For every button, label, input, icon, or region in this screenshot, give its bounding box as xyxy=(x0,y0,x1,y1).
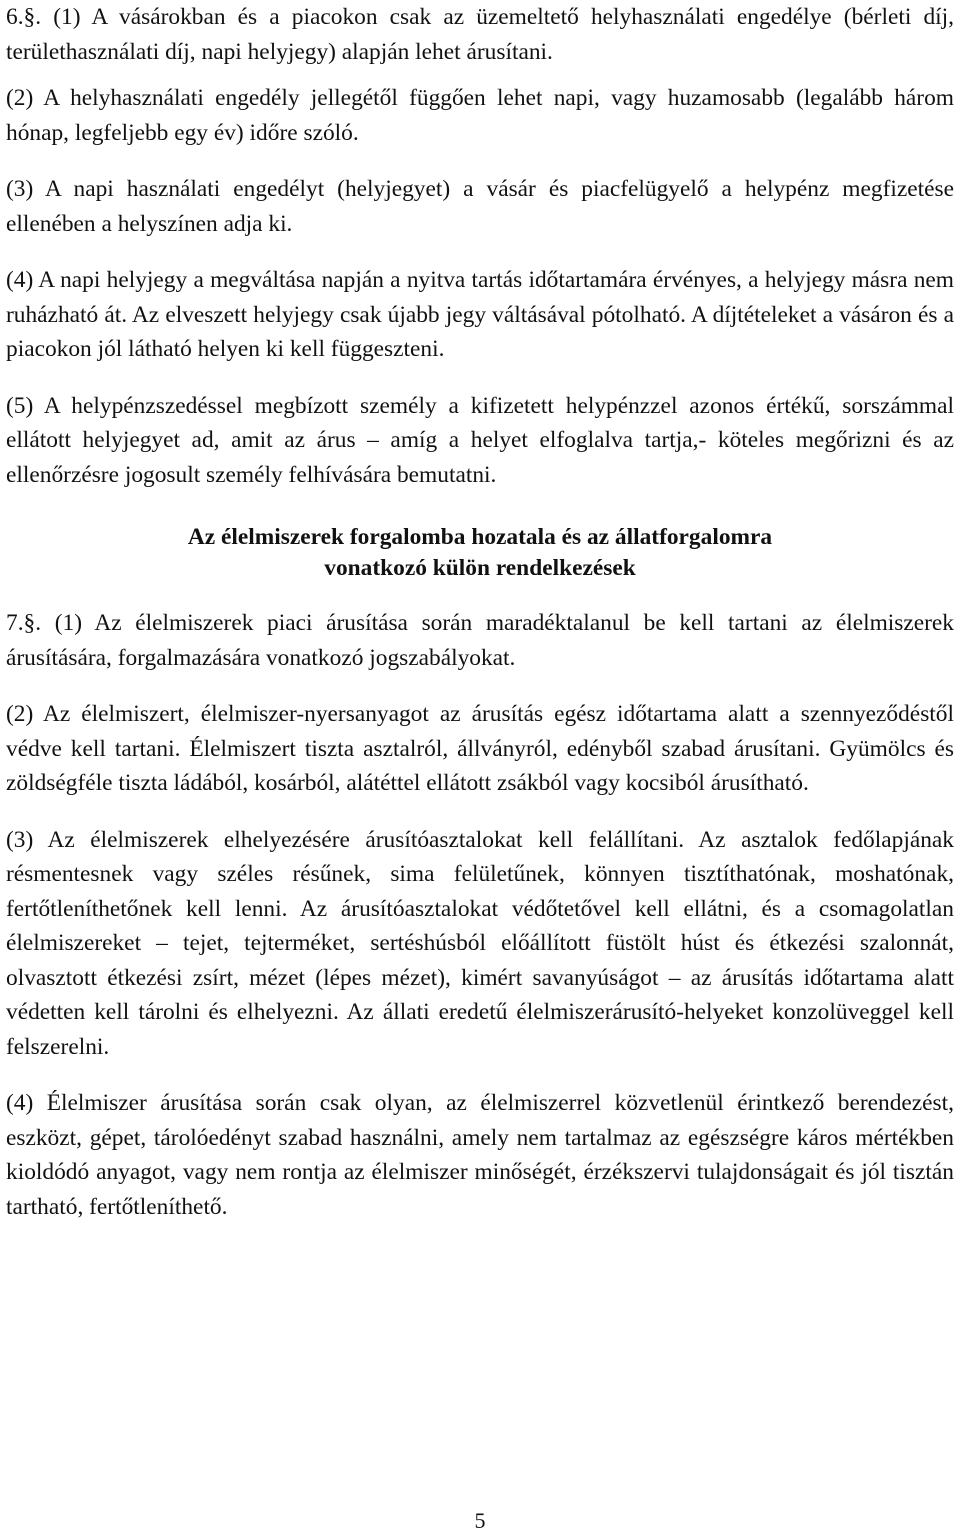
paragraph-7-4: (4) Élelmiszer árusítása során csak olyan, az élelmiszerrel közvetlenül érintkező berendezést, eszközt, gépet, tárolóedényt szabad használni, amely nem tartalmaz az egészségre káros mértékben kioldódó anyagot, vagy nem rontja az élelmiszer minőségét, érzékszervi tulajdonságait és jól tisztán tartható, fertőtleníthető. xyxy=(6,1090,954,1220)
paragraph-6-1: 6.§. (1) A vásárokban és a piacokon csak az üzemeltető helyhasználati engedélye (bérleti díj, területhasználati díj, napi helyjegy) alapján lehet árusítani. xyxy=(6,4,954,65)
paragraph-6-4: (4) A napi helyjegy a megváltása napján a nyitva tartás időtartamára érvényes, a helyjegy másra nem ruházható át. Az elveszett helyjegy csak újabb jegy váltásával pótolható. A díjtételeket a vásáron és a piacokon jól látható helyen ki kell függeszteni. xyxy=(6,267,954,362)
document-page xyxy=(6,0,954,1224)
paragraph-7-3: (3) Az élelmiszerek elhelyezésére árusítóasztalokat kell felállítani. Az asztalok fedőlapjának résmentesnek vagy széles résűnek, sima felületűnek, könnyen tisztíthatónak, moshatónak, fertőtleníthetőnek kell lenni. Az árusítóasztalokat védőtetővel kell ellátni, és a csomagolatlan élelmiszereket – tejet, tejterméket, sertéshúsból előállított füstölt húst és étkezési szalonnát, olvasztott étkezési zsírt, mézet (lépes mézet), kimért savanyúságot – az árusítás időtartama alatt védetten kell tárolni és elhelyezni. Az állati eredetű élelmiszerárusító-helyeket konzolüveggel kell felszerelni. xyxy=(6,826,954,1060)
paragraph-6-5: (5) A helypénzszedéssel megbízott személy a kifizetett helypénzzel azonos értékű, sorszámmal ellátott helyjegyet ad, amit az árus – amíg a helyet elfoglalva tartja,- köteles megőrizni és az ellenőrzésre jogosult személy felhívására bemutatni. xyxy=(6,392,954,488)
paragraph-6-2: (2) A helyhasználati engedély jellegétől függően lehet napi, vagy huzamosabb (legalább három hónap, legfeljebb egy év) időre szóló. xyxy=(6,85,954,146)
paragraph-7-1: 7.§. (1) Az élelmiszerek piaci árusítása során maradéktalanul be kell tartani az élelmiszerek árusítására, forgalmazására vonatkozó jogszabályokat. xyxy=(6,610,954,671)
section-heading-line-1: Az élelmiszerek forgalomba hozatala és az állatforgalomra xyxy=(187,524,773,550)
section-heading xyxy=(6,522,954,584)
page-number: 5 xyxy=(474,1508,486,1533)
paragraph-7-2: (2) Az élelmiszert, élelmiszer-nyersanyagot az árusítás egész időtartama alatt a szennyeződéstől védve kell tartani. Élelmiszert tiszta asztalról, állványról, edényből szabad árusítani. Gyümölcs és zöldségféle tiszta ládából, kosárból, alátéttel ellátott zsákból vagy kocsiból árusítható. xyxy=(6,701,954,796)
paragraph-6-3: (3) A napi használati engedélyt (helyjegyet) a vásár és piacfelügyelő a helypénz megfizetése ellenében a helyszínen adja ki. xyxy=(6,176,954,237)
section-heading-line-2: vonatkozó külön rendelkezések xyxy=(324,555,636,581)
